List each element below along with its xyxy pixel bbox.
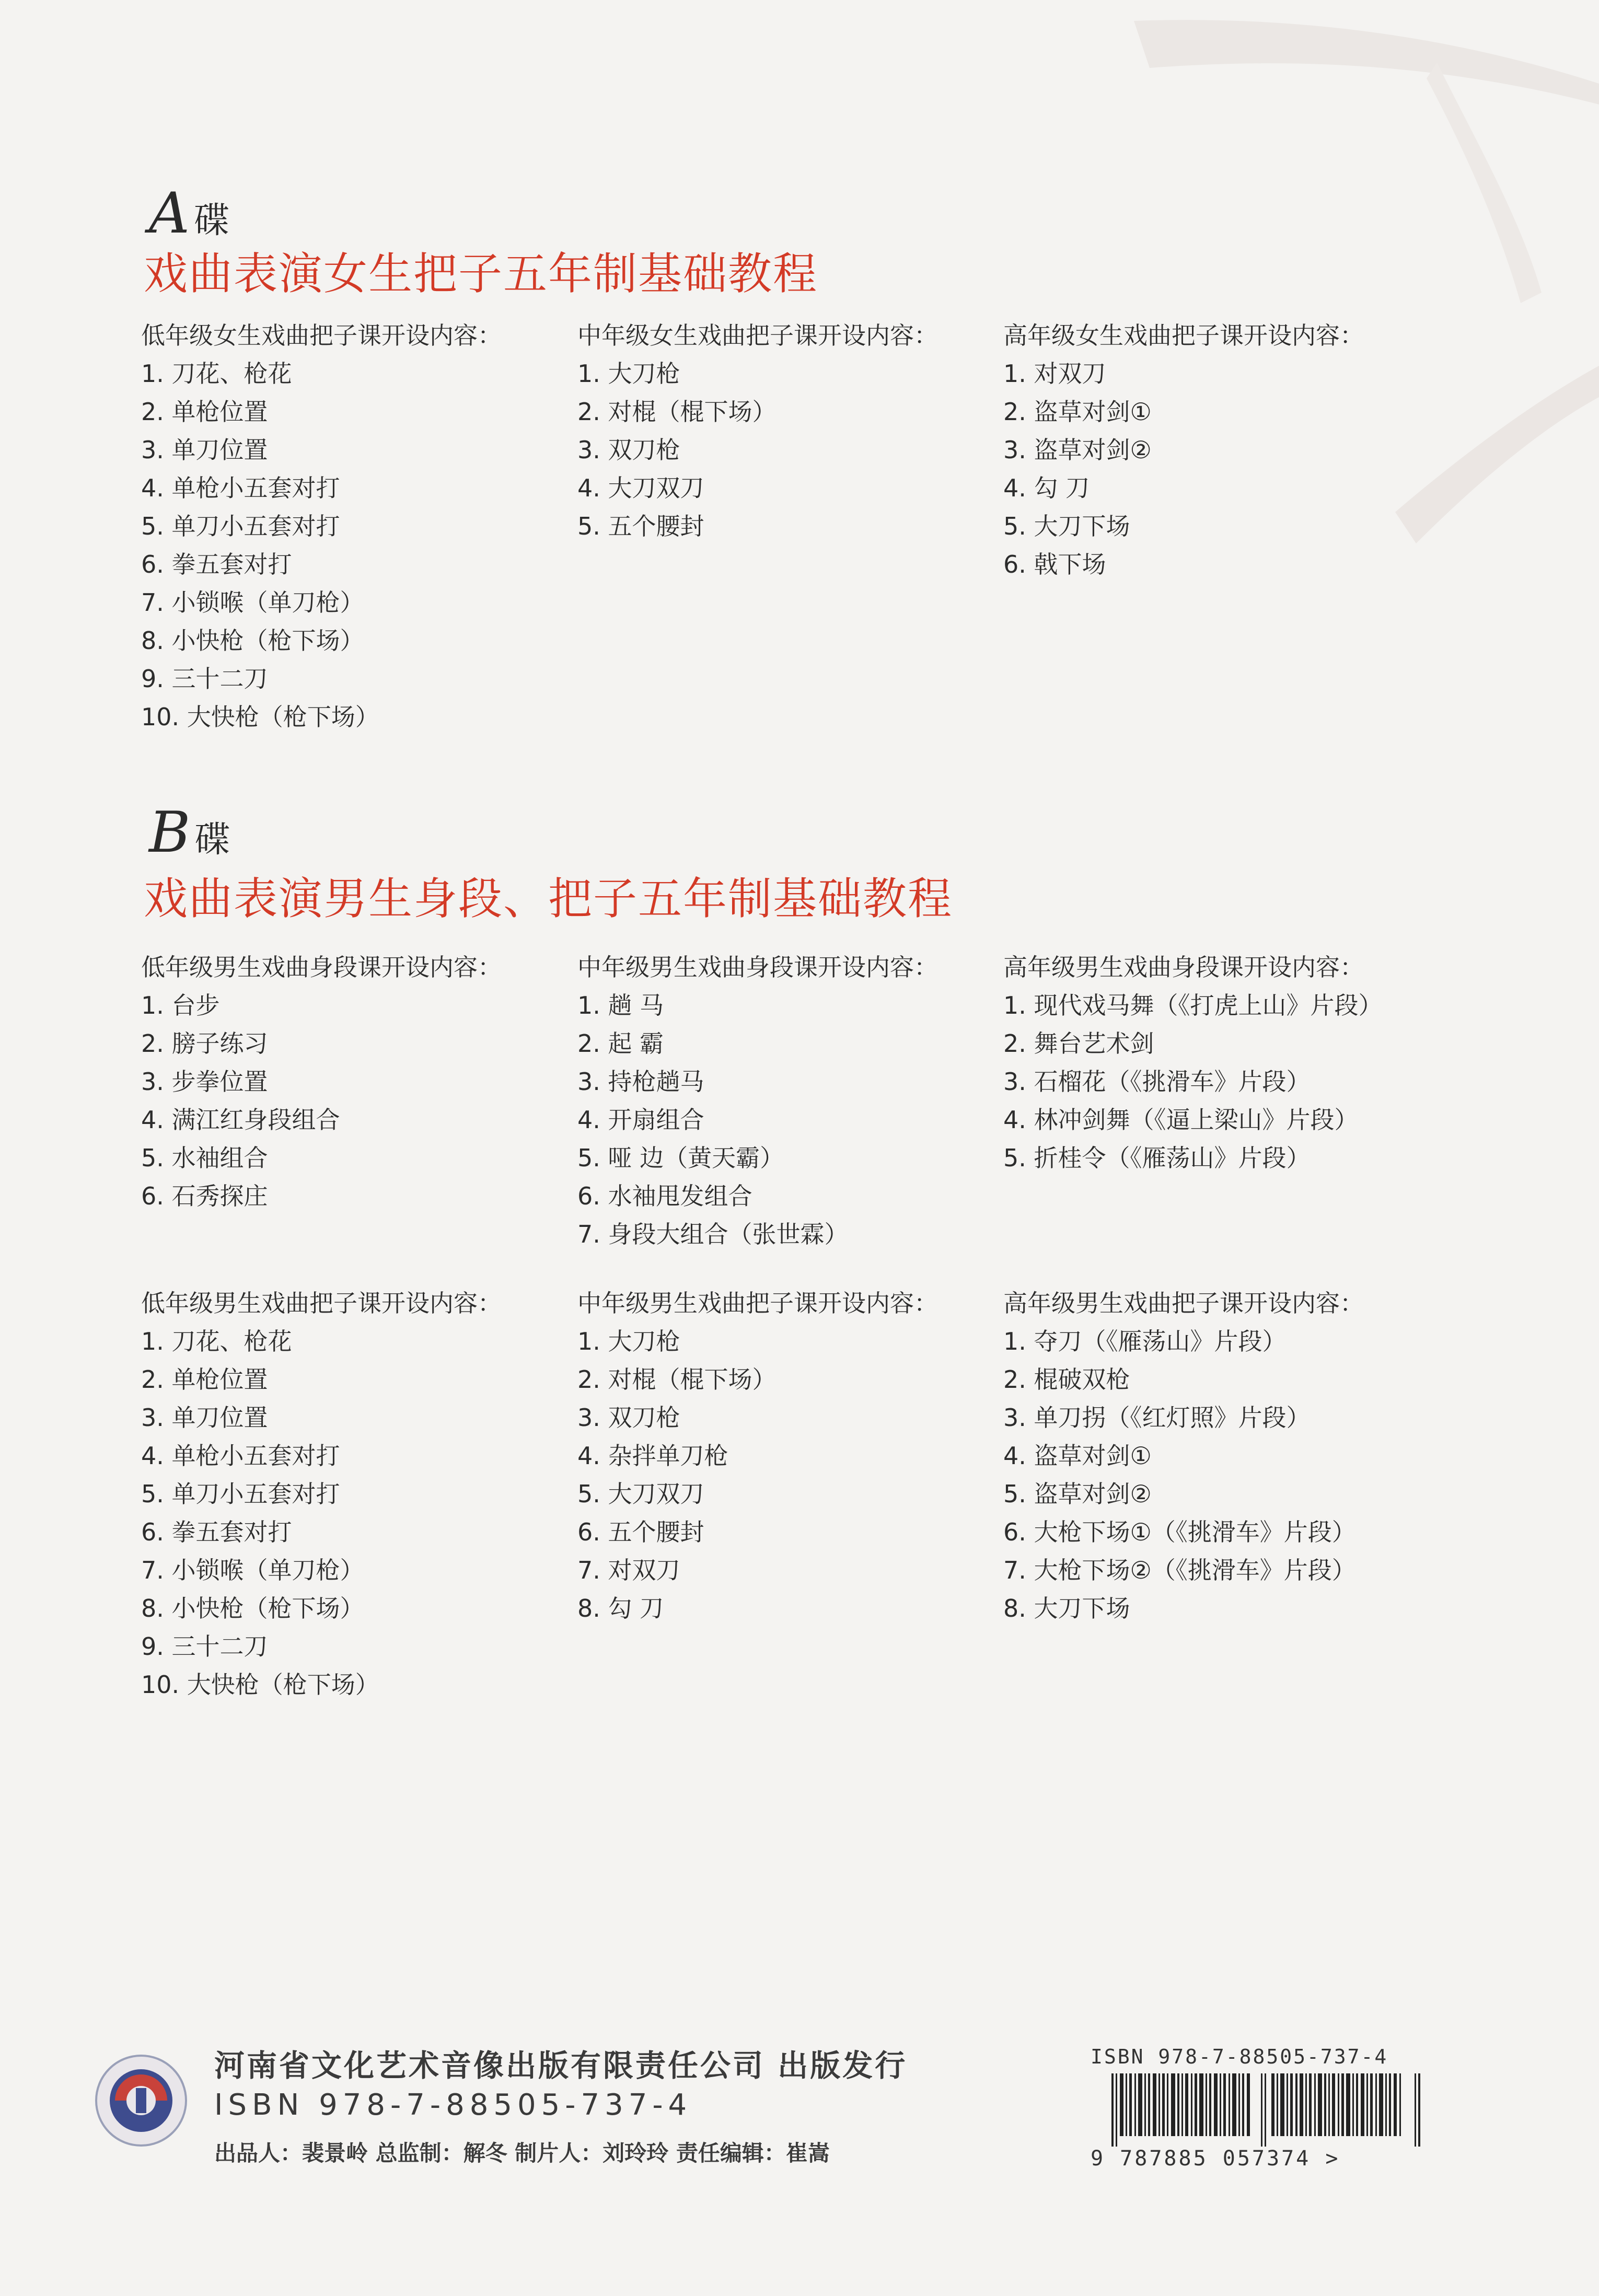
list-item: 2. 棍破双枪 (1003, 1365, 1130, 1394)
column-header: 高年级男生戏曲身段课开设内容： (1003, 953, 1364, 981)
list-item: 5. 单刀小五套对打 (141, 1480, 340, 1508)
list-item: 6. 拳五套对打 (141, 550, 292, 578)
list-item: 6. 拳五套对打 (141, 1518, 292, 1546)
list-item: 1. 趟 马 (577, 991, 664, 1019)
list-item: 4. 勾 刀 (1003, 474, 1090, 502)
list-item: 4. 满江红身段组合 (141, 1106, 340, 1134)
column-header: 中年级女生戏曲把子课开设内容： (577, 321, 938, 350)
list-item: 5. 五个腰封 (577, 512, 704, 540)
disc-b-mid-grade-bazi-column (577, 1284, 938, 1628)
isbn-text: ISBN 978-7-88505-737-4 (214, 2088, 692, 2122)
list-item: 5. 折桂令（《雁荡山》片段） (1003, 1144, 1311, 1172)
list-item: 2. 起 霸 (577, 1029, 664, 1058)
list-item: 2. 膀子练习 (141, 1029, 268, 1058)
list-item: 7. 大枪下场②（《挑滑车》片段） (1003, 1556, 1356, 1584)
list-item: 8. 小快枪（枪下场） (141, 627, 364, 655)
list-item: 4. 单枪小五套对打 (141, 474, 340, 502)
disc-a-mid-grade-column (577, 317, 938, 546)
disc-b-title: 戏曲表演男生身段、把子五年制基础教程 (144, 873, 953, 924)
list-item: 5. 大刀双刀 (577, 1480, 704, 1508)
barcode-digits: 9 787885 057374 > (1091, 2147, 1340, 2171)
list-item: 4. 林冲剑舞（《逼上梁山》片段） (1003, 1106, 1359, 1134)
list-item: 4. 大刀双刀 (577, 474, 704, 502)
disc-a-letter: A (149, 181, 190, 246)
list-item: 2. 盗草对剑① (1003, 398, 1152, 426)
list-item: 7. 小锁喉（单刀枪） (141, 588, 364, 617)
disc-a-title: 戏曲表演女生把子五年制基础教程 (144, 248, 818, 299)
disc-b-high-grade-bazi-column (1003, 1284, 1364, 1628)
column-header: 低年级女生戏曲把子课开设内容： (141, 321, 502, 350)
list-item: 8. 大刀下场 (1003, 1594, 1130, 1622)
disc-a-word: 碟 (194, 200, 230, 241)
list-item: 2. 单枪位置 (141, 398, 268, 426)
publisher-footer (94, 2038, 1505, 2195)
list-item: 1. 对双刀 (1003, 360, 1106, 388)
list-item: 2. 单枪位置 (141, 1365, 268, 1394)
list-item: 7. 身段大组合（张世霖） (577, 1220, 849, 1248)
column-header: 低年级男生戏曲把子课开设内容： (141, 1289, 502, 1317)
disc-b-high-grade-shenduan-column (1003, 948, 1383, 1177)
list-item: 6. 五个腰封 (577, 1518, 704, 1546)
list-item: 4. 盗草对剑① (1003, 1442, 1152, 1470)
list-item: 6. 水袖甩发组合 (577, 1182, 752, 1210)
disc-b-letter: B (149, 800, 191, 865)
list-item: 2. 舞台艺术剑 (1003, 1029, 1154, 1058)
list-item: 1. 大刀枪 (577, 360, 680, 388)
publisher-name: 河南省文化艺术音像出版有限责任公司 出版发行 (214, 2048, 908, 2083)
credits-line: 出品人：裴景岭 总监制：解冬 制片人：刘玲玲 责任编辑：崔嵩 (214, 2140, 830, 2166)
list-item: 4. 杂拌单刀枪 (577, 1442, 728, 1470)
list-item: 2. 对棍（棍下场） (577, 1365, 777, 1394)
list-item: 5. 盗草对剑② (1003, 1480, 1152, 1508)
disc-b-heading (149, 800, 230, 865)
list-item: 3. 石榴花（《挑滑车》片段） (1003, 1068, 1311, 1096)
list-item: 5. 水袖组合 (141, 1144, 268, 1172)
disc-a-heading (149, 181, 230, 246)
list-item: 1. 刀花、枪花 (141, 360, 292, 388)
list-item: 3. 单刀位置 (141, 436, 268, 464)
list-item: 1. 现代戏马舞（《打虎上山》片段） (1003, 991, 1383, 1019)
list-item: 5. 哑 边（黄天霸） (577, 1144, 784, 1172)
list-item: 8. 勾 刀 (577, 1594, 664, 1622)
list-item: 10. 大快枪（枪下场） (141, 1671, 379, 1699)
barcode-bars-icon (1111, 2073, 1425, 2147)
list-item: 1. 大刀枪 (577, 1327, 680, 1355)
list-item: 3. 单刀位置 (141, 1404, 268, 1432)
list-item: 10. 大快枪（枪下场） (141, 703, 379, 731)
disc-a-low-grade-column (141, 317, 502, 736)
column-header: 高年级男生戏曲把子课开设内容： (1003, 1289, 1364, 1317)
list-item: 4. 单枪小五套对打 (141, 1442, 340, 1470)
list-item: 9. 三十二刀 (141, 665, 268, 693)
list-item: 4. 开扇组合 (577, 1106, 704, 1134)
list-item: 5. 大刀下场 (1003, 512, 1130, 540)
column-header: 中年级男生戏曲身段课开设内容： (577, 953, 938, 981)
list-item: 3. 双刀枪 (577, 1404, 680, 1432)
column-header: 中年级男生戏曲把子课开设内容： (577, 1289, 938, 1317)
list-item: 3. 步拳位置 (141, 1068, 268, 1096)
list-item: 6. 石秀探庄 (141, 1182, 268, 1210)
list-item: 3. 双刀枪 (577, 436, 680, 464)
list-item: 7. 小锁喉（单刀枪） (141, 1556, 364, 1584)
list-item: 1. 刀花、枪花 (141, 1327, 292, 1355)
disc-b-low-grade-bazi-column (141, 1284, 502, 1704)
barcode-isbn: ISBN 978-7-88505-737-4 (1091, 2045, 1388, 2068)
list-item: 6. 戟下场 (1003, 550, 1106, 578)
list-item: 3. 单刀拐（《红灯照》片段） (1003, 1404, 1311, 1432)
column-header: 低年级男生戏曲身段课开设内容： (141, 953, 502, 981)
list-item: 9. 三十二刀 (141, 1632, 268, 1661)
column-header: 高年级女生戏曲把子课开设内容： (1003, 321, 1364, 350)
disc-b-word: 碟 (194, 819, 230, 861)
list-item: 1. 夺刀（《雁荡山》片段） (1003, 1327, 1287, 1355)
list-item: 3. 盗草对剑② (1003, 436, 1152, 464)
list-item: 3. 持枪趟马 (577, 1068, 704, 1096)
list-item: 2. 对棍（棍下场） (577, 398, 777, 426)
disc-b-mid-grade-shenduan-column (577, 948, 938, 1254)
list-item: 1. 台步 (141, 991, 220, 1019)
barcode (1091, 2045, 1456, 2171)
list-item: 6. 大枪下场①（《挑滑车》片段） (1003, 1518, 1356, 1546)
list-item: 7. 对双刀 (577, 1556, 680, 1584)
list-item: 8. 小快枪（枪下场） (141, 1594, 364, 1622)
publisher-logo-icon (94, 2054, 188, 2148)
disc-b-low-grade-shenduan-column (141, 948, 502, 1215)
disc-a-high-grade-column (1003, 317, 1364, 584)
list-item: 5. 单刀小五套对打 (141, 512, 340, 540)
